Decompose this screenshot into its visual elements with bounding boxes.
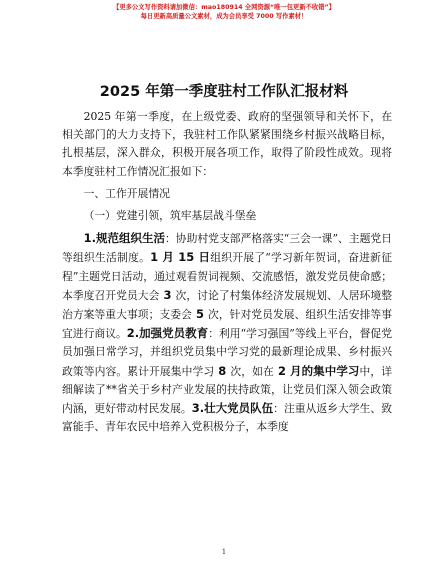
item-heading-1: 1.规范组织生活 [83, 231, 165, 246]
section-heading: 一、工作开展情况 [83, 186, 170, 200]
subsection-heading: （一）党建引领，筑牢基层战斗堡垒 [83, 209, 257, 223]
count-highlight: 3 [159, 287, 176, 302]
body-paragraph [62, 229, 392, 436]
date-highlight: 1 月 15 日 [150, 250, 211, 265]
month-highlight: 2 月的集中学习 [273, 363, 360, 378]
item-heading-3: 3.壮大党员队伍 [191, 401, 274, 416]
page-number: 1 [221, 548, 227, 556]
text-span: 组织开展了“学习新年贺词，奋进新征程”主题党日活动，通过观看贺词视频、交流感悟，激发党员使命感；本季度召开党员大会 [62, 251, 392, 302]
text-span: 次，讨论了村集体经济发展规划、人居环境整治方案等重大事项；支委会 [62, 288, 393, 322]
text-span: 中，详细解读了**省关于乡村产业发展的扶持政策，让党员们深入领会政策内涵，更好带动村民发展。 [62, 364, 393, 416]
text-span: 次，如在 [230, 364, 274, 378]
banner-line-2: 每日更新高质量公文素材，成为会员享受 7000 写作素材！ [140, 13, 308, 20]
text-span: ：注重从返乡大学生、致富能手、青年农民中培养入党积极分子，本季度 [62, 402, 393, 434]
document-title: 2025 年第一季度驻村工作队汇报材料 [99, 84, 349, 100]
banner-line-1: 【更多公文写作资料请加微信：mao180914 全网资源“唯一包更新不收错”】 [113, 4, 335, 11]
text-span: ：协助村党支部严格落实“三会一课”、主题党日等组织生活制度。 [62, 232, 392, 265]
text-span: ：利用“学习强国”等线上平台，督促党员加强日常学习，并组织党员集中学习党的最新理论成果、乡村振兴政策等内容。累计开展集中学习 [62, 327, 393, 378]
document-body [62, 108, 392, 436]
promo-banner [0, 3, 448, 21]
item-heading-2: 2.加强党员教育 [126, 326, 209, 341]
text-span: 次，针对党员发展、组织生活安排等事宜进行商议。 [62, 308, 393, 341]
intro-paragraph: 2025 年第一季度，在上级党委、政府的坚强领导和关怀下，在相关部门的大力支持下，我驻村工作队紧紧围绕乡村振兴战略目标，扎根基层，深入群众，积极开展各项工作，取得了阶段性成效。现将本季度驻村工作情况汇报如下： [62, 110, 392, 178]
count-highlight: 8 [214, 363, 231, 378]
count-highlight: 5 [191, 307, 208, 322]
